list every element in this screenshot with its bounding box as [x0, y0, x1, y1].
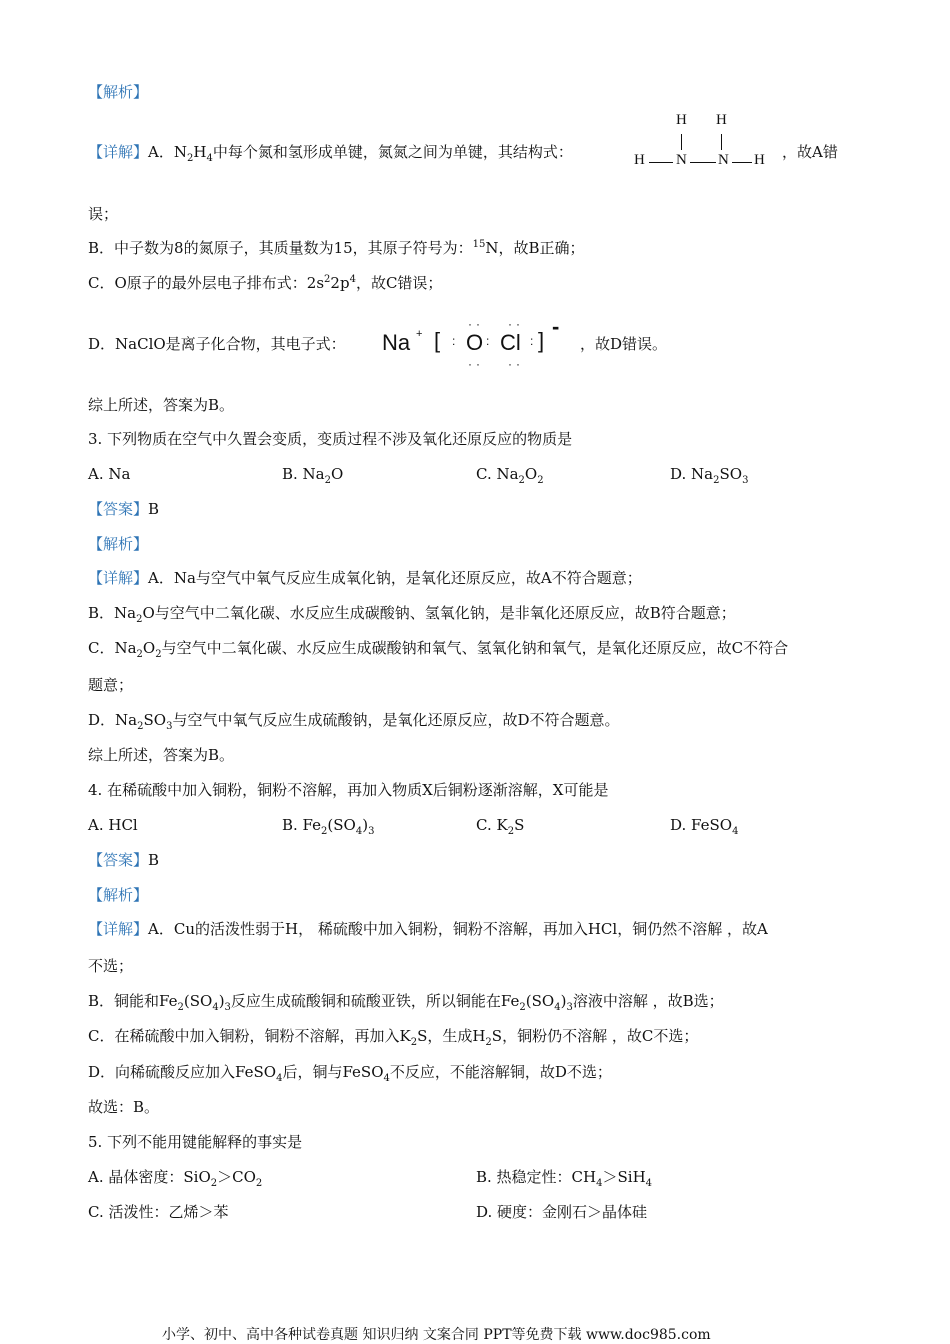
q2-detail-a-tail: ，故A错 — [782, 143, 838, 161]
q3-option-a: A. Na — [88, 465, 131, 483]
q3-analysis-label: 【解析】 — [88, 535, 149, 553]
q4-option-d: D. FeSO$_4$ — [670, 816, 739, 837]
q2-summary: 综上所述，答案为B。 — [88, 396, 235, 414]
page-footer: 小学、初中、高中各种试卷真题 知识归纳 文案合同 PPT等免费下载 www.doc985.com — [162, 1327, 711, 1343]
q4-detail-a: 【详解】A．Cu的活泼性弱于H， 稀硫酸中加入铜粉，铜粉不溶解，再加入HCl，铜仍然不溶解 ，故A — [88, 920, 768, 938]
q2-detail-a-wrap: 误； — [88, 205, 119, 223]
q3-answer: 【答案】B — [88, 500, 160, 518]
n2h4-structural-formula: H H H N N H — [634, 112, 765, 168]
q3-detail-c: C．$Na_2O_2$与空气中二氧化碳、水反应生成碳酸钠和氧气、氢氧化钠和氧气，是氧化还原反应，故C不符合 — [88, 639, 789, 660]
q3-detail-b: B．$Na_2O$与空气中二氧化碳、水反应生成碳酸钠、氢氧化钠，是非氧化还原反应，故B符合题意； — [88, 604, 736, 625]
detail-label: 【详解】 — [88, 143, 149, 161]
naclo-electron-formula: Na + [ : ·· O ·· : ·· Cl ·· : ] - — [382, 314, 560, 371]
q3-summary: 综上所述，答案为B。 — [88, 746, 235, 764]
q4-analysis-label: 【解析】 — [88, 886, 149, 904]
q4-detail-d: D．向稀硫酸反应加入FeSO$_4$后，铜与FeSO$_4$不反应，不能溶解铜，故D不选； — [88, 1063, 612, 1084]
q2-detail-a: 【详解】A．$N_2H_4$中每个氮和氢形成单键，氮氮之间为单键，其结构式： — [88, 143, 573, 164]
q3-option-c: C. $Na_2O_2$ — [476, 465, 544, 486]
q3-detail-c-wrap: 题意； — [88, 676, 134, 694]
q4-option-c: C. $K_2S$ — [476, 816, 525, 837]
q2-detail-d: D．NaClO是离子化合物，其电子式： — [88, 335, 346, 353]
q4-option-b: B. $Fe_2(SO_4)_3$ — [282, 816, 375, 837]
q3-option-b: B. $Na_2O$ — [282, 465, 344, 486]
q5-option-c: C. 活泼性：乙烯＞苯 — [88, 1203, 229, 1221]
analysis-label: 【解析】 — [88, 83, 149, 101]
q4-summary: 故选：B。 — [88, 1098, 160, 1116]
q2-detail-d-tail: ，故D错误。 — [580, 335, 668, 353]
q5-stem: 5. 下列不能用键能解释的事实是 — [88, 1133, 303, 1151]
q3-detail-a: 【详解】A．Na与空气中氧气反应生成氧化钠，是氧化还原反应，故A不符合题意； — [88, 569, 642, 587]
q2-detail-b: B．中子数为8的氮原子，其质量数为15，其原子符号为：$^{15}$N，故B正确； — [88, 239, 585, 257]
q4-detail-b: B．铜能和$Fe_2(SO_4)_3$反应生成硫酸铜和硫酸亚铁，所以铜能在$Fe_2(SO_4)_3$溶液中溶解 ，故B选； — [88, 992, 724, 1013]
q4-detail-a-wrap: 不选； — [88, 957, 134, 975]
q3-stem: 3. 下列物质在空气中久置会变质，变质过程不涉及氧化还原反应的物质是 — [88, 430, 573, 448]
q4-stem: 4. 在稀硫酸中加入铜粉，铜粉不溶解，再加入物质X后铜粉逐渐溶解，X可能是 — [88, 781, 609, 799]
q5-option-a: A. 晶体密度：$SiO_2>CO_2$ — [88, 1168, 263, 1189]
q5-option-d: D. 硬度：金刚石＞晶体硅 — [476, 1203, 648, 1221]
q3-option-d: D. $Na_2SO_3$ — [670, 465, 749, 486]
q2-detail-c: C．O原子的最外层电子排布式：$2s^22p^4$，故C错误； — [88, 274, 443, 292]
q4-option-a: A. HCl — [88, 816, 138, 834]
q4-detail-c: C．在稀硫酸中加入铜粉，铜粉不溶解，再加入$K_2S$，生成$H_2S$，铜粉仍不溶解 ，故C不选； — [88, 1027, 699, 1048]
q5-option-b: B. 热稳定性：$CH_4>SiH_4$ — [476, 1168, 653, 1189]
q3-detail-d: D．$Na_2SO_3$与空气中氧气反应生成硫酸钠，是氧化还原反应，故D不符合题意。 — [88, 711, 620, 732]
q4-answer: 【答案】B — [88, 851, 160, 869]
